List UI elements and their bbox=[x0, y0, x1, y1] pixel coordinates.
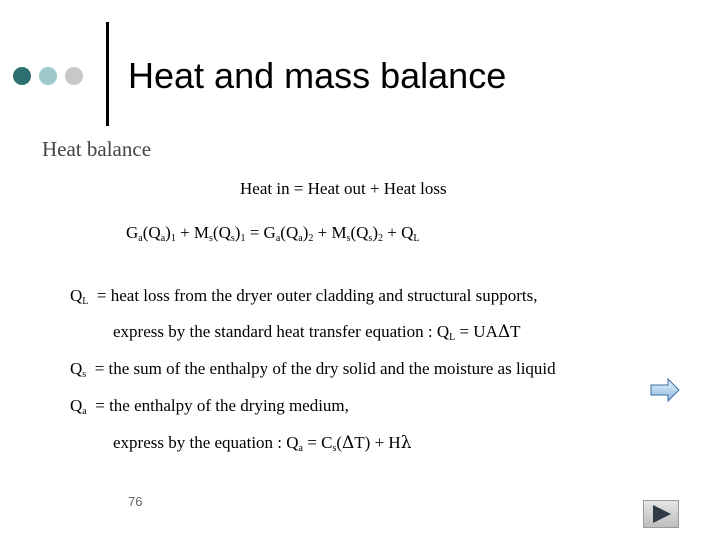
qa-expression: express by the equation : $Q_a = C_s(\Delta T) + H\lambda$ bbox=[113, 433, 412, 454]
play-triangle-icon bbox=[643, 500, 679, 528]
title-divider bbox=[106, 22, 109, 126]
slide-title: Heat and mass balance bbox=[128, 55, 507, 96]
play-slideshow-button[interactable] bbox=[643, 500, 679, 533]
qs-definition: $Q_s$ = the sum of the enthalpy of the dry solid and the moisture as liquid bbox=[70, 359, 556, 380]
dot-gray bbox=[65, 67, 83, 85]
slide-subtitle: Heat balance bbox=[42, 137, 152, 161]
next-slide-button[interactable] bbox=[650, 377, 680, 408]
equation-heat-terms: $G_a(Q_a)_1 + M_s(Q_s)_1 = G_a(Q_a)_2 + M_s(Q_s)_2 + Q_L$ bbox=[126, 223, 420, 244]
equation-heat-balance: Heat in = Heat out + Heat loss bbox=[240, 179, 447, 198]
ql-definition: $Q_L$ = heat loss from the dryer outer cladding and structural supports, bbox=[70, 286, 538, 307]
qa-definition: $Q_a$ = the enthalpy of the drying medium, bbox=[70, 396, 349, 417]
ql-expression: express by the standard heat transfer equation : $Q_L = UA\Delta T$ bbox=[113, 322, 521, 343]
arrow-right-icon bbox=[650, 377, 680, 403]
dot-light-teal bbox=[39, 67, 57, 85]
page-number: 76 bbox=[128, 494, 143, 509]
decorative-dots bbox=[13, 67, 83, 85]
dot-dark bbox=[13, 67, 31, 85]
